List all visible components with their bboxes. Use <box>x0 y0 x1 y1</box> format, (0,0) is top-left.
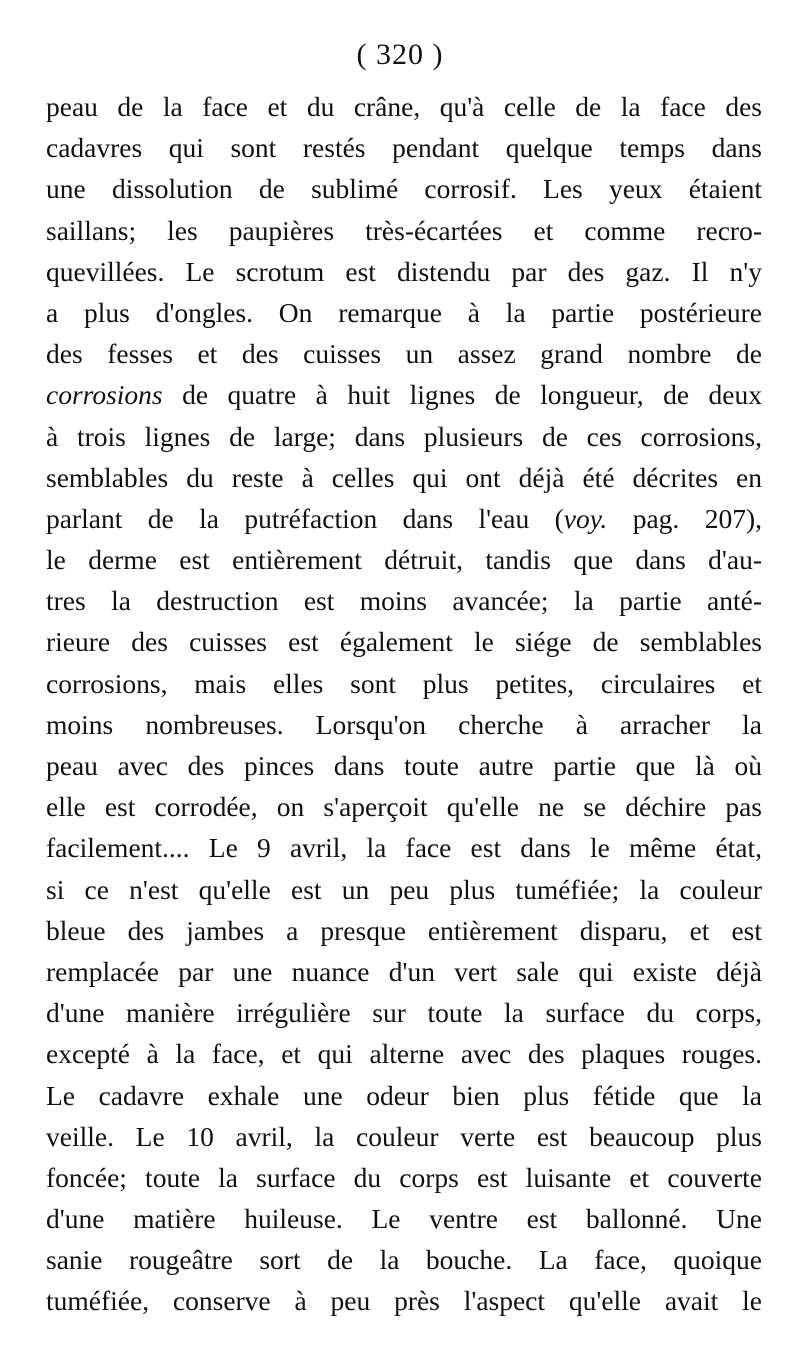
text-line: cadavres qui sont restés pendant quelque temps dans <box>46 132 762 164</box>
text-line: corrosions de quatre à huit lignes de longueur, de deux <box>46 379 762 411</box>
text-line: sanie rougeâtre sort de la bouche. La face, quoique <box>46 1244 762 1276</box>
text-line: Le cadavre exhale une odeur bien plus fétide que la <box>46 1079 762 1111</box>
text-line: rieure des cuisses est également le siége de semblables <box>46 626 762 658</box>
text-line: semblables du reste à celles qui ont déjà été décrites en <box>46 461 762 493</box>
text-line: des fesses et des cuisses un assez grand nombre de <box>46 338 762 370</box>
text-line: remplacée par une nuance d'un vert sale qui existe déjà <box>46 955 762 987</box>
text-line: peau avec des pinces dans toute autre partie que là où <box>46 750 762 781</box>
text-line: d'une manière irrégulière sur toute la surface du corps, <box>46 997 762 1029</box>
text-line: foncée; toute la surface du corps est luisante et couverte <box>46 1161 762 1193</box>
text-line: tuméfiée, conserve à peu près l'aspect qu'elle avait le <box>46 1285 762 1317</box>
body-text <box>46 86 762 1322</box>
text-line: moins nombreuses. Lorsqu'on cherche à arracher la <box>46 708 762 740</box>
text-line: le derme est entièrement détruit, tandis que dans d'au- <box>46 544 762 576</box>
text-line: quevillées. Le scrotum est distendu par des gaz. Il n'y <box>46 255 762 287</box>
text-line: une dissolution de sublimé corrosif. Les yeux étaient <box>46 173 762 205</box>
text-line: tres la destruction est moins avancée; la partie anté- <box>46 585 762 617</box>
text-line: a plus d'ongles. On remarque à la partie postérieure <box>46 296 762 328</box>
text-line: bleue des jambes a presque entièrement disparu, et est <box>46 914 762 946</box>
text-line: saillans; les paupières très-écartées et comme recro- <box>46 214 762 246</box>
text-line: d'une matière huileuse. Le ventre est ballonné. Une <box>46 1203 762 1235</box>
page-number: ( 320 ) <box>356 38 444 71</box>
text-line: veille. Le 10 avril, la couleur verte est beaucoup plus <box>46 1120 762 1152</box>
text-line: parlant de la putréfaction dans l'eau (voy. pag. 207), <box>46 502 762 534</box>
text-line: à trois lignes de large; dans plusieurs de ces corrosions, <box>46 420 762 452</box>
text-line: elle est corrodée, on s'aperçoit qu'elle ne se déchire pas <box>46 791 762 823</box>
text-line: corrosions, mais elles sont plus petites, circulaires et <box>46 667 762 699</box>
text-line: peau de la face et du crâne, qu'à celle de la face des <box>46 91 762 122</box>
text-line: excepté à la face, et qui alterne avec des plaques rouges. <box>46 1038 762 1070</box>
text-line: facilement.... Le 9 avril, la face est dans le même état, <box>46 832 762 864</box>
text-line: si ce n'est qu'elle est un peu plus tuméfiée; la couleur <box>46 873 762 905</box>
